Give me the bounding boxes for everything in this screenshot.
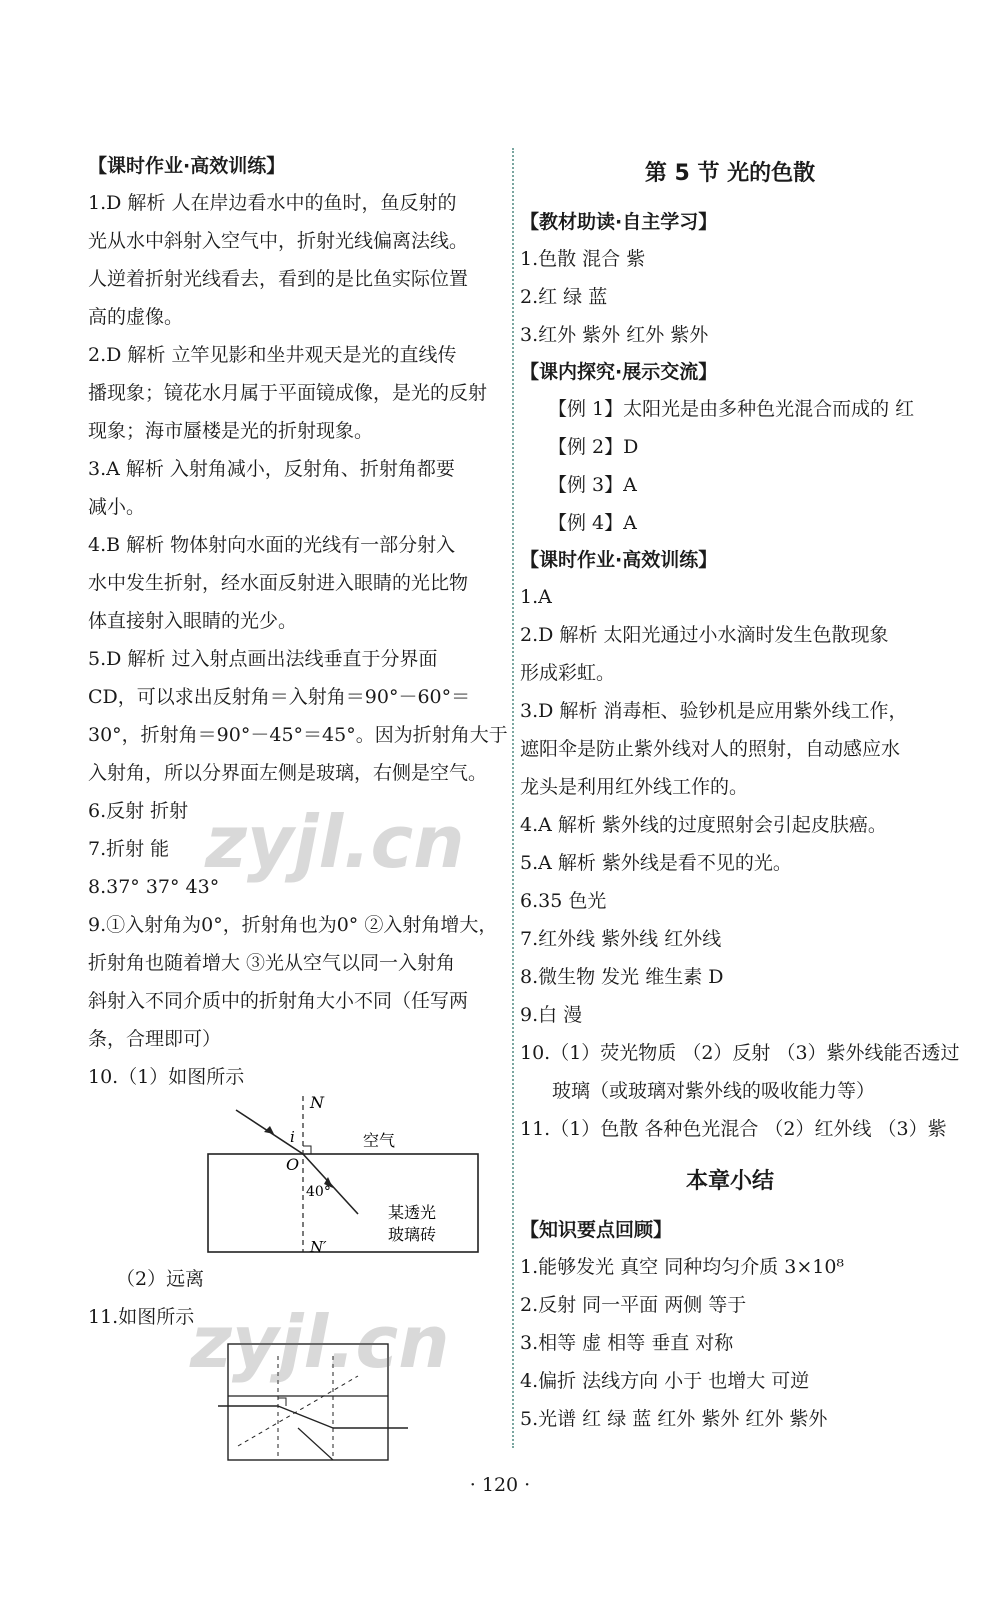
block-header: 【教材助读·自主学习】 — [520, 211, 718, 233]
right-line: 6.35 色光 — [520, 890, 607, 912]
left-line: 5.D 解析 过入射点画出法线垂直于分界面 — [88, 648, 438, 670]
summary-header: 【知识要点回顾】 — [520, 1219, 673, 1241]
prism-diagram — [158, 1336, 478, 1466]
left-line: 2.D 解析 立竿见影和坐井观天是光的直线传 — [88, 344, 457, 366]
left-line: 入射角，所以分界面左侧是玻璃，右侧是空气。 — [88, 762, 488, 784]
left-line: 体直接射入眼睛的光少。 — [88, 610, 298, 632]
right-line: 遮阳伞是防止紫外线对人的照射，自动感应水 — [520, 738, 901, 760]
label-O: O — [286, 1155, 300, 1174]
label-medium-2: 玻璃砖 — [388, 1225, 437, 1244]
right-line: 【例 3】A — [548, 474, 637, 496]
label-angle: 40° — [306, 1184, 331, 1200]
left-column — [88, 148, 508, 1466]
left-line: 9.①入射角为0°，折射角也为0° ②入射角增大， — [88, 914, 498, 936]
left-line: 6.反射 折射 — [88, 800, 189, 822]
right-line: 【例 4】A — [548, 512, 637, 534]
left-line: 4.B 解析 物体射向水面的光线有一部分射入 — [88, 534, 456, 556]
refraction-diagram — [178, 1096, 498, 1256]
left-line: 条，合理即可） — [88, 1028, 222, 1050]
summary-line: 1.能够发光 真空 同种均匀介质 3×10⁸ — [520, 1256, 845, 1278]
right-line: 2.D 解析 太阳光通过小水滴时发生色散现象 — [520, 624, 889, 646]
left-line: 高的虚像。 — [88, 306, 184, 328]
q10-part-2: （2）远离 — [116, 1268, 205, 1290]
right-line: 9.白 漫 — [520, 1004, 583, 1026]
right-line: 8.微生物 发光 维生素 D — [520, 966, 724, 988]
left-line: 现象；海市蜃楼是光的折射现象。 — [88, 420, 374, 442]
right-line: 11.（1）色散 各种色光混合 （2）红外线 （3）紫 — [520, 1118, 947, 1140]
left-line: 7.折射 能 — [88, 838, 170, 860]
label-N-prime: N′ — [310, 1238, 327, 1256]
right-column — [520, 148, 960, 1438]
q11-label: 11.如图所示 — [88, 1306, 195, 1328]
left-answer-lines — [88, 184, 508, 1096]
watermark-1: zyjl.cn — [205, 800, 465, 884]
label-i: i — [290, 1128, 295, 1146]
right-line: 1.色散 混合 紫 — [520, 248, 646, 270]
summary-line: 2.反射 同一平面 两侧 等于 — [520, 1294, 747, 1316]
right-line: 3.红外 紫外 红外 紫外 — [520, 324, 709, 346]
right-line: 5.A 解析 紫外线是看不见的光。 — [520, 852, 792, 874]
block-header: 【课内探究·展示交流】 — [520, 361, 718, 383]
right-line: 形成彩虹。 — [520, 662, 616, 684]
left-line: 斜射入不同介质中的折射角大小不同（任写两 — [88, 990, 469, 1012]
left-line: 1.D 解析 人在岸边看水中的鱼时，鱼反射的 — [88, 192, 457, 214]
section-title: 第 5 节 光的色散 — [644, 161, 816, 186]
column-divider — [512, 148, 514, 1448]
right-line: 2.红 绿 蓝 — [520, 286, 608, 308]
left-line: 8.37° 37° 43° — [88, 876, 220, 898]
refraction-figure-10 — [178, 1096, 498, 1256]
left-line: 3.A 解析 入射角减小，反射角、折射角都要 — [88, 458, 455, 480]
right-line: 3.D 解析 消毒柜、验钞机是应用紫外线工作， — [520, 700, 908, 722]
page-number: · 120 · — [469, 1474, 531, 1496]
right-line: 龙头是利用红外线工作的。 — [520, 776, 749, 798]
summary-lines — [520, 1248, 940, 1438]
right-line: 1.A — [520, 586, 552, 608]
left-line: 光从水中斜射入空气中，折射光线偏离法线。 — [88, 230, 469, 252]
left-line: 播现象；镜花水月属于平面镜成像，是光的反射 — [88, 382, 488, 404]
left-line: 折射角也随着增大 ③光从空气以同一入射角 — [88, 952, 456, 974]
left-section-header: 【课时作业·高效训练】 — [88, 155, 286, 177]
summary-title: 本章小结 — [685, 1169, 774, 1194]
label-medium-1: 某透光 — [388, 1203, 437, 1222]
left-line: CD，可以求出反射角＝入射角＝90°－60°＝ — [88, 686, 471, 708]
right-line: 【例 1】太阳光是由多种色光混合而成的 红 — [548, 398, 915, 420]
right-line: 7.红外线 紫外线 红外线 — [520, 928, 722, 950]
summary-line: 3.相等 虚 相等 垂直 对称 — [520, 1332, 734, 1354]
right-line: 4.A 解析 紫外线的过度照射会引起皮肤癌。 — [520, 814, 887, 836]
block-header: 【课时作业·高效训练】 — [520, 549, 718, 571]
right-line: 玻璃（或玻璃对紫外线的吸收能力等） — [552, 1080, 876, 1102]
right-answer-blocks — [520, 204, 960, 1148]
summary-line: 5.光谱 红 绿 蓝 红外 紫外 红外 紫外 — [520, 1408, 828, 1430]
left-line: 水中发生折射，经水面反射进入眼睛的光比物 — [88, 572, 469, 594]
watermark-2: zyjl.cn — [190, 1300, 450, 1384]
left-line: 人逆着折射光线看去，看到的是比鱼实际位置 — [88, 268, 469, 290]
left-line: 减小。 — [88, 496, 146, 518]
right-line: 【例 2】D — [548, 436, 639, 458]
refraction-figure-11 — [158, 1336, 478, 1466]
label-air: 空气 — [363, 1131, 396, 1150]
left-line: 10.（1）如图所示 — [88, 1066, 245, 1088]
summary-line: 4.偏折 法线方向 小于 也增大 可逆 — [520, 1370, 810, 1392]
label-N: N — [310, 1096, 324, 1112]
left-line: 30°，折射角＝90°－45°＝45°。因为折射角大于 — [88, 724, 508, 746]
right-line: 10.（1）荧光物质 （2）反射 （3）紫外线能否透过 — [520, 1042, 960, 1064]
